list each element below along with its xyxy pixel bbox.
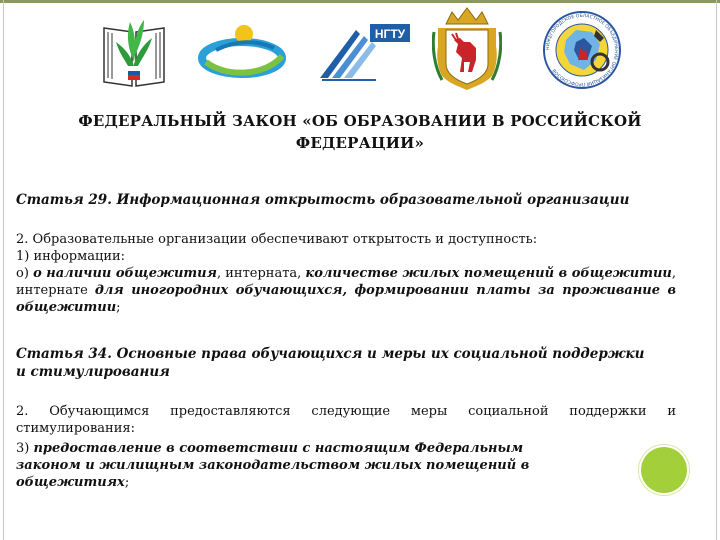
title-line-1: ФЕДЕРАЛЬНЫЙ ЗАКОН «ОБ ОБРАЗОВАНИИ В РОССИЙСКОЙ xyxy=(78,112,642,130)
union-book-logo xyxy=(98,8,170,88)
swoosh-logo xyxy=(196,18,288,84)
article-29-point-2: 2. Образовательные организации обеспечивают открытость и доступность: xyxy=(16,232,538,247)
document-title xyxy=(20,110,700,154)
ngtu-logo xyxy=(316,10,412,88)
coat-of-arms-logo xyxy=(432,6,502,92)
article-29-item-o: о) о наличии общежития, интерната, количестве жилых помещений в общежитии, интернате для иногородних обучающихся, формировании платы за проживание в общежитии; xyxy=(16,266,676,315)
article-34-point-2: 2. Обучающимся предоставляются следующие меры социальной поддержки и стимулирования: xyxy=(16,404,676,436)
article-29-heading: Статья 29. Информационная открытость образовательной организации xyxy=(16,192,630,208)
union-seal-ring-text xyxy=(540,8,624,92)
ngtu-logo-text: НГТУ xyxy=(374,27,406,41)
decorative-green-circle xyxy=(641,447,687,493)
article-29-body xyxy=(16,231,676,316)
article-29-subpoint-1: 1) информации: xyxy=(16,249,126,264)
title-line-2: ФЕДЕРАЦИИ» xyxy=(295,134,425,152)
svg-text:НИЖЕГОРОДСКОЕ ОБЛАСТНОЕ ОБЪЕДИ xyxy=(545,13,619,88)
article-34-body xyxy=(16,403,676,437)
article-34-item-3: 3) предоставление в соответствии с настоящим Федеральным законом и жилищным законодательством жилых помещений в общежитиях; xyxy=(16,441,530,490)
union-seal-text: НИЖЕГОРОДСКОЕ ОБЛАСТНОЕ ОБЪЕДИНЕНИЕ ОРГАНИЗАЦИЙ ПРОФСОЮЗОВ xyxy=(545,13,619,87)
article-34-heading: Статья 34. Основные права обучающихся и меры их социальной поддержки и стимулирования xyxy=(16,346,645,380)
logo-bar xyxy=(0,0,720,100)
